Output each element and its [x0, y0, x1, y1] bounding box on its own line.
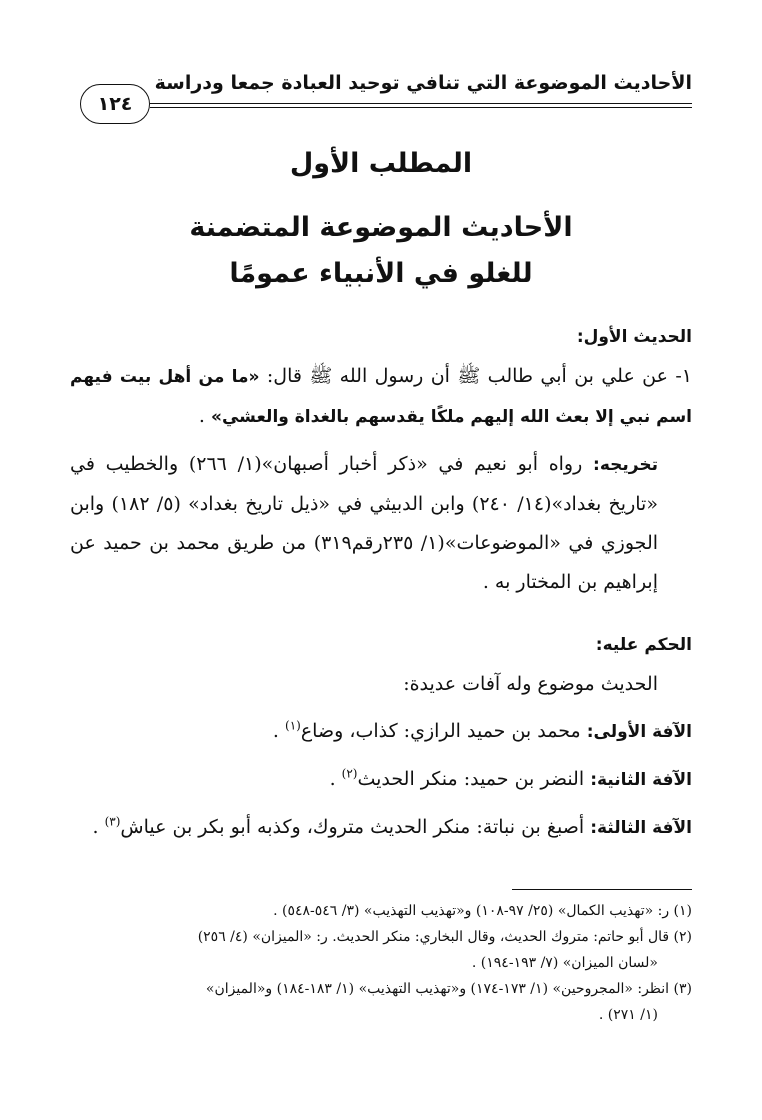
hadith-prefix: ١- عن علي بن أبي طالب ﷺ أن رسول الله ﷺ قال: — [266, 365, 692, 387]
takhrij-label: تخريجه: — [593, 455, 658, 475]
section-title: المطلب الأول — [289, 148, 473, 179]
footnote-ref[interactable]: (١) — [285, 718, 301, 733]
hadith-quote: «ما من أهل بيت فيهم اسم نبي إلا بعث الله إليهم ملكًا يقدسهم بالغداة والعشي» — [70, 367, 692, 427]
afa-3 — [70, 808, 692, 848]
header-rule — [150, 103, 692, 104]
footnotes — [70, 898, 692, 1028]
main-title — [0, 205, 762, 297]
footnote-separator — [512, 889, 692, 890]
main-title-line-2: للغلو في الأنبياء عمومًا — [229, 258, 533, 289]
afa-label: الآفة الثانية: — [590, 770, 692, 790]
ruling-intro: الحديث موضوع وله آفات عديدة: — [403, 673, 658, 695]
footnote-3: (٣) انظر: «المجروحين» (١/ ١٧٣-١٧٤) و«تهذيب التهذيب» (١/ ١٨٣-١٨٤) و«الميزان» — [205, 981, 692, 997]
ruling-heading: الحكم عليه: — [595, 635, 692, 655]
footnote-2: (٢) قال أبو حاتم: متروك الحديث، وقال البخاري: منكر الحديث. ر: «الميزان» (٤/ ٢٥٦) — [197, 929, 692, 945]
hadith-text — [70, 357, 692, 437]
afa-text: النضر بن حميد: منكر الحديث — [357, 768, 585, 790]
header-rule-thin — [150, 107, 692, 108]
running-title: الأحاديث الموضوعة التي تنافي توحيد العبادة جمعا ودراسة — [154, 72, 692, 94]
afa-end: . — [329, 768, 342, 790]
page-number: ١٢٤ — [80, 84, 150, 124]
afa-label: الآفة الأولى: — [586, 722, 692, 742]
afa-label: الآفة الثالثة: — [590, 818, 692, 838]
footnote-ref[interactable]: (٣) — [104, 814, 121, 829]
afa-text: محمد بن حميد الرازي: كذاب، وضاع — [300, 720, 581, 742]
afa-end: . — [272, 720, 286, 742]
hadith-heading: الحديث الأول: — [576, 327, 692, 347]
footnote-ref[interactable]: (٢) — [341, 766, 358, 781]
afa-end: . — [92, 816, 105, 838]
main-title-line-1: الأحاديث الموضوعة المتضمنة — [189, 212, 573, 243]
hadith-end: . — [198, 405, 205, 427]
footnote-3-cont: (١/ ٢٧١) . — [598, 1007, 658, 1023]
afa-text: أصبغ بن نباتة: منكر الحديث متروك، وكذبه أبو بكر بن عياش — [120, 816, 585, 838]
takhrij-text: رواه أبو نعيم في «ذكر أخبار أصبهان»(١/ ٢٦٦) والخطيب في «تاريخ بغداد»(١٤/ ٢٤٠) وابن الدبيثي في «ذيل تاريخ بغداد» (٥/ ١٨٢) وابن الجوزي في «الموضوعات»(١/ ٢٣٥رقم٣١٩) من طريق محمد بن حميد عن إبراهيم بن المختار به . — [70, 453, 659, 593]
afa-1 — [70, 712, 692, 752]
body-text — [70, 318, 692, 848]
takhrij-paragraph — [70, 445, 692, 602]
footnote-2-cont: «لسان الميزان» (٧/ ١٩٣-١٩٤) . — [471, 955, 658, 971]
footnote-1: (١) ر: «تهذيب الكمال» (٢٥/ ٩٧-١٠٨) و«تهذيب التهذيب» (٣/ ٥٤٦-٥٤٨) . — [273, 903, 692, 919]
afa-2 — [70, 760, 692, 800]
